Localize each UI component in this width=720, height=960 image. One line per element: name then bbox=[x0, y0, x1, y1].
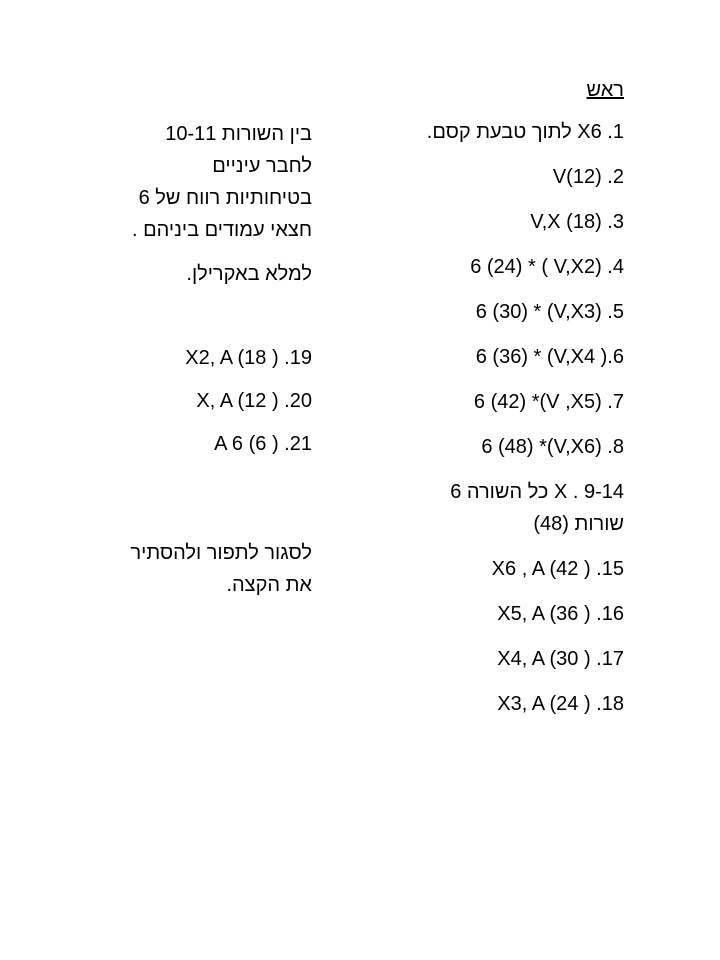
notes-column bbox=[92, 118, 312, 601]
instruction-row-9-14: 9-14 . X כל השורה 6 שורות (48) bbox=[450, 481, 624, 535]
instruction-row-15: 15. X6 , A (42 ) bbox=[491, 558, 624, 580]
instruction-row-3: 3. V,X (18) bbox=[530, 211, 624, 233]
instruction-row-21: 21. A 6 (6 ) bbox=[214, 433, 312, 455]
instruction-row-17: 17. X4, A (30 ) bbox=[497, 648, 624, 670]
main-instructions-column bbox=[414, 74, 624, 733]
eye-note-line-4: חצאי עמודים ביניהם . bbox=[131, 219, 312, 241]
closing-note-line-2: את הקצה. bbox=[226, 574, 312, 596]
closing-note-line-1: לסגור לתפור ולהסתיר bbox=[130, 542, 312, 564]
instruction-row-18: 18. X3, A (24 ) bbox=[497, 693, 624, 715]
instruction-row-4: 4. (V,X2 ) * 6 (24) bbox=[470, 256, 624, 278]
instruction-row-16: 16. X5, A (36 ) bbox=[497, 603, 624, 625]
section-heading: ראש bbox=[586, 79, 624, 101]
eye-note-line-3: בטיחותיות רווח של 6 bbox=[138, 187, 312, 209]
instruction-row-1: 1. X6 לתוך טבעת קסם. bbox=[426, 121, 624, 143]
instruction-row-7: 7. (V ,X5)* 6 (42) bbox=[473, 391, 624, 413]
instruction-row-2: 2. V(12) bbox=[552, 166, 624, 188]
eye-note-line-1: בין השורות 10-11 bbox=[165, 123, 312, 145]
instruction-row-5: 5. (V,X3) * 6 (30) bbox=[475, 301, 624, 323]
instruction-row-19: 19. X2, A (18 ) bbox=[185, 347, 312, 369]
instruction-row-20: 20. X, A (12 ) bbox=[196, 390, 312, 412]
eye-note-line-2: לחבר עיניים bbox=[212, 155, 312, 177]
stuffing-note: למלא באקרילן. bbox=[186, 263, 312, 285]
instruction-row-8: 8. (V,X6)* 6 (48) bbox=[481, 436, 624, 458]
instruction-row-6: 6.( V,X4) * 6 (36) bbox=[475, 346, 624, 368]
